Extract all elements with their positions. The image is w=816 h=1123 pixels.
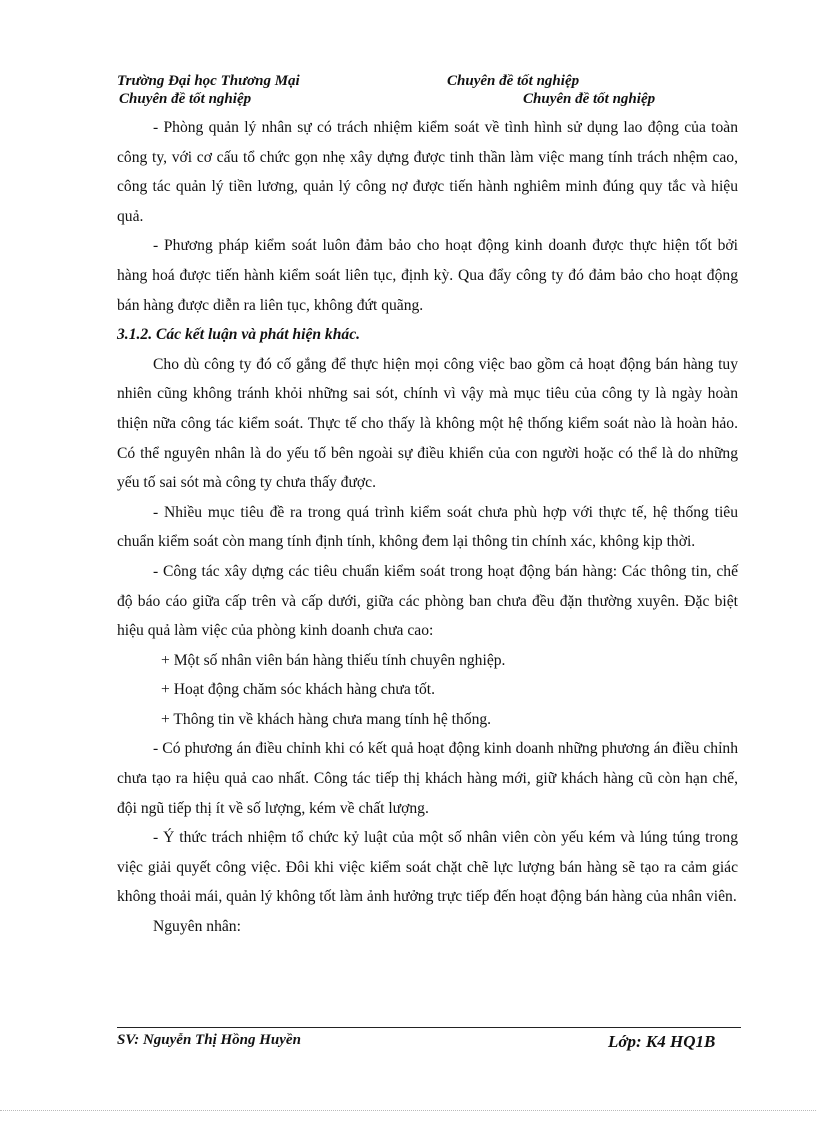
header-report-title: Chuyên đề tốt nghiệp <box>447 73 580 89</box>
section-heading: 3.1.2. Các kết luận và phát hiện khác. <box>117 326 361 344</box>
bullet-item: + Hoạt động chăm sóc khách hàng chưa tốt. <box>161 681 436 699</box>
paragraph: - Phòng quản lý nhân sự có trách nhiệm kiểm soát về tình hình sử dụng lao động của toàn công ty, với cơ cấu tổ chức gọn nhẹ xây dựng được tinh thần làm việc mang tính trách nhệm cao, công tác quản lý tiền lương, quản lý công nợ được tiến hành nghiêm minh đúng quy tắc và hiệu quả. <box>117 119 738 225</box>
header-report-title-3: Chuyên đề tốt nghiệp <box>523 91 656 107</box>
bullet-item: + Thông tin về khách hàng chưa mang tính hệ thống. <box>161 710 492 728</box>
paragraph: - Phương pháp kiểm soát luôn đảm bảo cho hoạt động kinh doanh được thực hiện tốt bởi hàng hoá được tiến hành kiểm soát liên tục, định kỳ. Qua đẩy công ty đó đảm bảo cho hoạt động bán hàng được diễn ra liên tục, không đứt quãng. <box>117 237 738 314</box>
document-body <box>117 113 738 942</box>
header-university: Trường Đại học Thương Mại <box>117 73 300 89</box>
paragraph: - Có phương án điều chỉnh khi có kết quả hoạt động kinh doanh những phương án điều chỉnh chưa tạo ra hiệu quả cao nhất. Công tác tiếp thị khách hàng mới, giữ khách hàng cũ còn hạn chế, đội ngũ tiếp thị ít về số lượng, kém về chất lượng. <box>117 740 738 817</box>
footer-student-name: SV: Nguyễn Thị Hồng Huyền <box>117 1032 301 1048</box>
paragraph: Nguyên nhân: <box>153 918 241 936</box>
paragraph: - Công tác xây dựng các tiêu chuẩn kiểm soát trong hoạt động bán hàng: Các thông tin, chế độ báo cáo giữa cấp trên và cấp dưới, giữa các phòng ban chưa đều đặn thường xuyên. Đặc biệt hiệu quả làm việc của phòng kinh doanh chưa cao: <box>117 562 738 640</box>
footer-class: Lớp: K4 HQ1B <box>608 1032 716 1051</box>
bullet-item: + Một số nhân viên bán hàng thiếu tính chuyên nghiệp. <box>161 651 506 669</box>
page-header <box>117 72 757 108</box>
paragraph: - Nhiều mục tiêu đề ra trong quá trình kiểm soát chưa phù hợp với thực tế, hệ thống tiêu chuẩn kiểm soát còn mang tính định tính, không đem lại thông tin chính xác, không kịp thời. <box>117 503 738 551</box>
paragraph: - Ý thức trách nhiệm tổ chức kỷ luật của một số nhân viên còn yếu kém và lúng túng trong việc giải quyết công việc. Đôi khi việc kiểm soát chặt chẽ lực lượng bán hàng sẽ tạo ra cảm giác không thoải mái, quản lý không tốt làm ảnh hưởng trực tiếp đến hoạt động bán hàng của nhân viên. <box>117 829 738 906</box>
footer-divider <box>117 1027 741 1028</box>
header-report-title-2: Chuyên đề tốt nghiệp <box>119 91 252 107</box>
paragraph: Cho dù công ty đó cố gắng để thực hiện mọi công việc bao gồm cả hoạt động bán hàng tuy nhiên cũng không tránh khỏi những sai sót, chính vì vậy mà mục tiêu của công ty là ngày hoàn thiện nữa công tác kiểm soát. Thực tế cho thấy là không một hệ thống kiểm soát nào là hoàn hảo. Có thể nguyên nhân là do yếu tố bên ngoài sự điều khiển của con người hoặc có thể là do những yếu tố sai sót mà công ty chưa thấy được. <box>117 355 738 492</box>
page-bottom-border <box>0 1110 816 1111</box>
